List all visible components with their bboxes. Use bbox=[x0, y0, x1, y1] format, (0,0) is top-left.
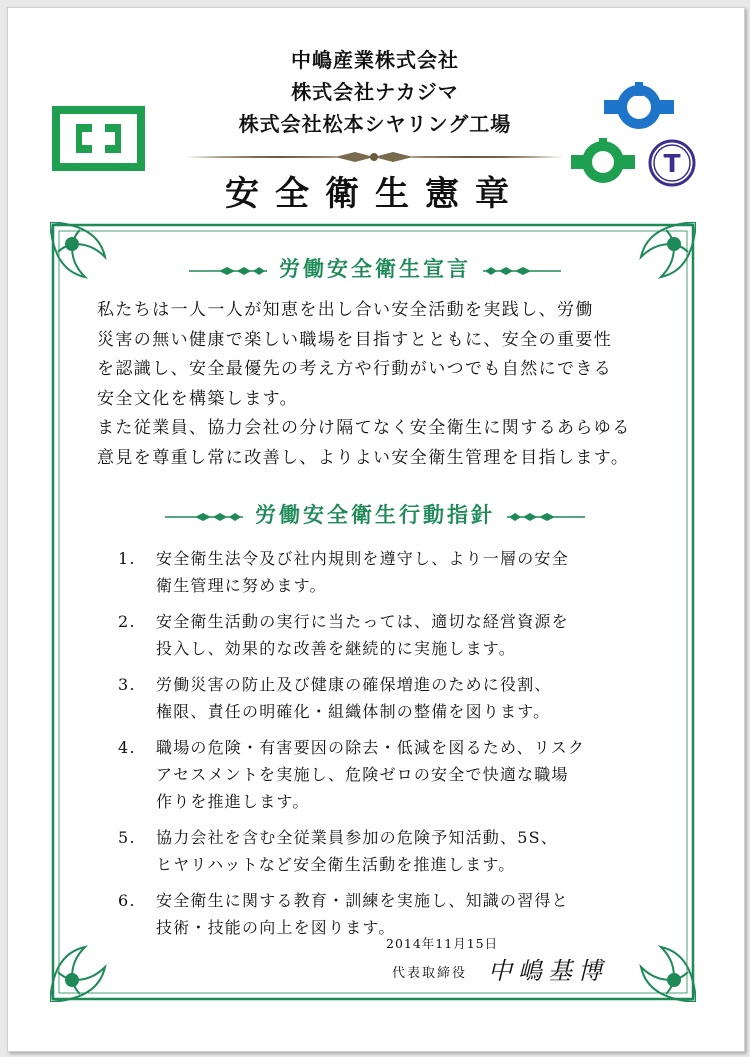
list-item bbox=[118, 671, 658, 725]
item-number: 6. bbox=[118, 891, 136, 910]
declaration-line: 私たちは一人一人が知恵を出し合い安全活動を実践し、労働 bbox=[97, 300, 594, 320]
declaration-heading: 労働安全衛生宣言 bbox=[279, 256, 471, 281]
corner-ornament-bottom-left bbox=[50, 947, 105, 1002]
item-text: 労働災害の防止及び健康の確保増進のために役割、 権限、責任の明確化・組織体制の整備を図ります。 bbox=[156, 675, 552, 721]
declaration-line: また従業員、協力会社の分け隔てなく安全衛生に関するあらゆる bbox=[97, 418, 631, 438]
item-number: 5. bbox=[118, 828, 136, 847]
heading-ornament-right bbox=[481, 265, 561, 277]
blue-company-mark-icon bbox=[604, 82, 674, 129]
declaration-text bbox=[97, 296, 667, 473]
corner-ornament-bottom-right bbox=[641, 947, 696, 1002]
svg-text:T: T bbox=[663, 149, 681, 178]
declaration-line: を認識し、安全最優先の考え方や行動がいつでも自然にできる bbox=[97, 359, 613, 379]
company-name-3: 株式会社松本シヤリング工場 bbox=[238, 112, 512, 136]
green-cross-safety-logo-icon bbox=[52, 106, 145, 171]
item-text: 安全衛生活動の実行に当たっては、適切な経営資源を 投入し、効果的な改善を継続的に実施します。 bbox=[156, 612, 569, 658]
item-number: 2. bbox=[118, 612, 136, 631]
list-item bbox=[118, 545, 658, 599]
declaration-line: 安全文化を構築します。 bbox=[97, 388, 299, 409]
heading-ornament-right bbox=[505, 511, 585, 523]
guidelines-heading-row bbox=[0, 500, 750, 530]
heading-ornament-left bbox=[165, 511, 245, 523]
company-name-2: 株式会社ナカジマ bbox=[291, 80, 459, 104]
signatory-name: 中嶋基博 bbox=[488, 957, 608, 985]
list-item bbox=[118, 824, 658, 878]
company-name-1: 中嶋産業株式会社 bbox=[291, 48, 459, 72]
company-marks-group bbox=[568, 82, 708, 194]
signatory-role: 代表取締役 bbox=[392, 966, 468, 981]
item-text: 安全衛生法令及び社内規則を遵守し、より一層の安全 衛生管理に努めます。 bbox=[156, 549, 569, 595]
item-text: 協力会社を含む全従業員参加の危険予知活動、5S、 ヒヤリハットなど安全衛生活動を推進します。 bbox=[156, 828, 558, 874]
document-date: 2014年11月15日 bbox=[386, 936, 499, 951]
declaration-heading-row bbox=[0, 254, 750, 284]
list-item bbox=[118, 887, 658, 941]
green-company-mark-icon bbox=[571, 138, 635, 183]
list-item bbox=[118, 734, 658, 815]
item-text: 職場の危険・有害要因の除去・低減を図るため、リスク アセスメントを実施し、危険ゼロの安全で快適な職場 作りを推進します。 bbox=[156, 738, 586, 811]
guidelines-list bbox=[118, 545, 658, 950]
guidelines-heading: 労働安全衛生行動指針 bbox=[255, 502, 495, 527]
declaration-line: 災害の無い健康で楽しい職場を目指すとともに、安全の重要性 bbox=[97, 329, 613, 350]
item-number: 4. bbox=[118, 738, 136, 757]
item-number: 1. bbox=[118, 549, 136, 568]
item-text: 安全衛生に関する教育・訓練を実施し、知識の習得と 技術・技能の向上を図ります。 bbox=[156, 891, 569, 937]
charter-title: 安全衛生憲章 bbox=[225, 174, 525, 214]
heading-ornament-left bbox=[189, 265, 269, 277]
item-number: 3. bbox=[118, 675, 136, 694]
purple-t-mark-icon bbox=[650, 141, 694, 185]
header-divider-ornament bbox=[185, 150, 563, 164]
list-item bbox=[118, 608, 658, 662]
declaration-line: 意見を尊重し常に改善し、よりよい安全衛生管理を目指します。 bbox=[97, 447, 630, 468]
